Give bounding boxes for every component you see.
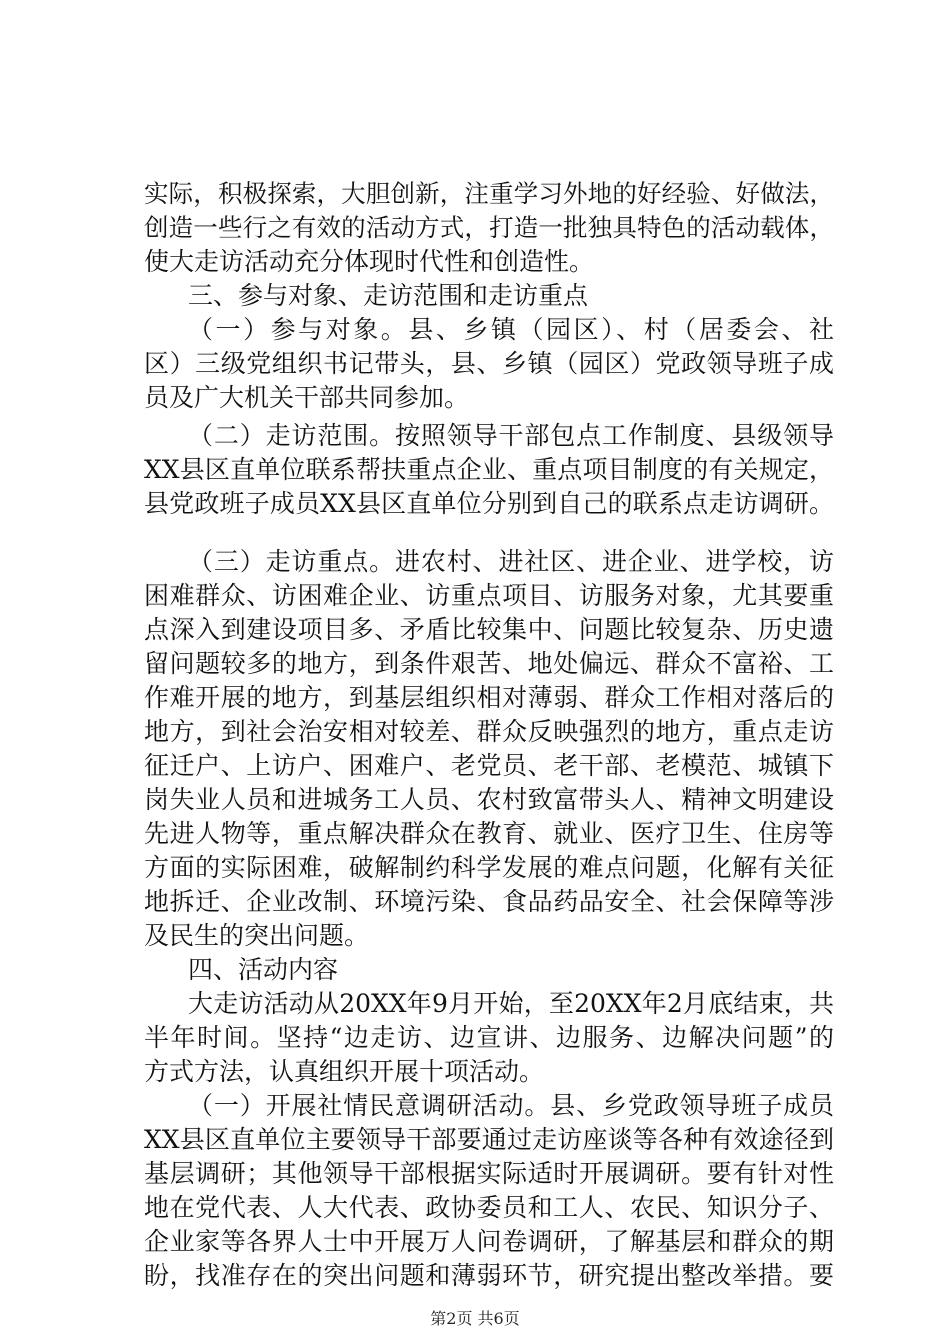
paragraph-line: 盼，找准存在的突出问题和薄弱环节，研究提出整改举措。要 <box>144 1261 834 1290</box>
paragraph-line: 县党政班子成员XX县区直单位分别到自己的联系点走访调研。 <box>144 489 834 518</box>
paragraph-line: 地方，到社会治安相对较差、群众反映强烈的地方，重点走访 <box>144 717 834 746</box>
paragraph-line: 员及广大机关干部共同参加。 <box>144 383 470 412</box>
paragraph-line: 及民生的突出问题。 <box>144 921 370 950</box>
paragraph-line: 地拆迁、企业改制、环境污染、食品药品安全、社会保障等涉 <box>144 887 834 916</box>
paragraph-line: 地在党代表、人大代表、政协委员和工人、农民、知识分子、 <box>144 1193 834 1222</box>
paragraph-line: 征迁户、上访户、困难户、老党员、老干部、老模范、城镇下 <box>144 751 834 780</box>
paragraph-line: （一）开展社情民意调研活动。县、乡党政领导班子成员 <box>188 1091 834 1120</box>
paragraph-line: 基层调研；其他领导干部根据实际适时开展调研。要有针对性 <box>144 1159 834 1188</box>
paragraph-line: 创造一些行之有效的活动方式，打造一批独具特色的活动载体， <box>144 213 834 242</box>
paragraph-line: 点深入到建设项目多、矛盾比较集中、问题比较复杂、历史遗 <box>144 615 834 644</box>
paragraph-line: （三）走访重点。进农村、进社区、进企业、进学校，访 <box>188 547 834 576</box>
paragraph-line: 困难群众、访困难企业、访重点项目、访服务对象，尤其要重 <box>144 581 834 610</box>
section-heading: 三、参与对象、走访范围和走访重点 <box>188 281 589 310</box>
paragraph-line: （一）参与对象。县、乡镇（园区）、村（居委会、社 <box>188 315 834 344</box>
paragraph-line: 方式方法，认真组织开展十项活动。 <box>144 1057 545 1086</box>
paragraph-line: 留问题较多的地方，到条件艰苦、地处偏远、群众不富裕、工 <box>144 649 834 678</box>
paragraph-line: XX县区直单位主要领导干部要通过走访座谈等各种有效途径到 <box>144 1125 834 1154</box>
paragraph-line: 大走访活动从20XX年9月开始，至20XX年2月底结束，共 <box>188 989 834 1018</box>
paragraph-line: 企业家等各界人士中开展万人问卷调研，了解基层和群众的期 <box>144 1227 834 1256</box>
paragraph-line: 使大走访活动充分体现时代性和创造性。 <box>144 247 595 276</box>
paragraph-line: 实际，积极探索，大胆创新，注重学习外地的好经验、好做法， <box>144 179 834 208</box>
section-heading: 四、活动内容 <box>188 955 339 984</box>
paragraph-line: 区）三级党组织书记带头，县、乡镇（园区）党政领导班子成 <box>144 349 834 378</box>
paragraph-line: XX县区直单位联系帮扶重点企业、重点项目制度的有关规定， <box>144 455 834 484</box>
paragraph-line: 先进人物等，重点解决群众在教育、就业、医疗卫生、住房等 <box>144 819 834 848</box>
paragraph-line: （二）走访范围。按照领导干部包点工作制度、县级领导 <box>188 421 834 450</box>
paragraph-line: 方面的实际困难，破解制约科学发展的难点问题，化解有关征 <box>144 853 834 882</box>
paragraph-line: 作难开展的地方，到基层组织相对薄弱、群众工作相对落后的 <box>144 683 834 712</box>
page-footer: 第2页 共6页 <box>430 1309 520 1328</box>
paragraph-line: 岗失业人员和进城务工人员、农村致富带头人、精神文明建设 <box>144 785 834 814</box>
paragraph-line: 半年时间。坚持“边走访、边宣讲、边服务、边解决问题”的 <box>144 1023 834 1052</box>
